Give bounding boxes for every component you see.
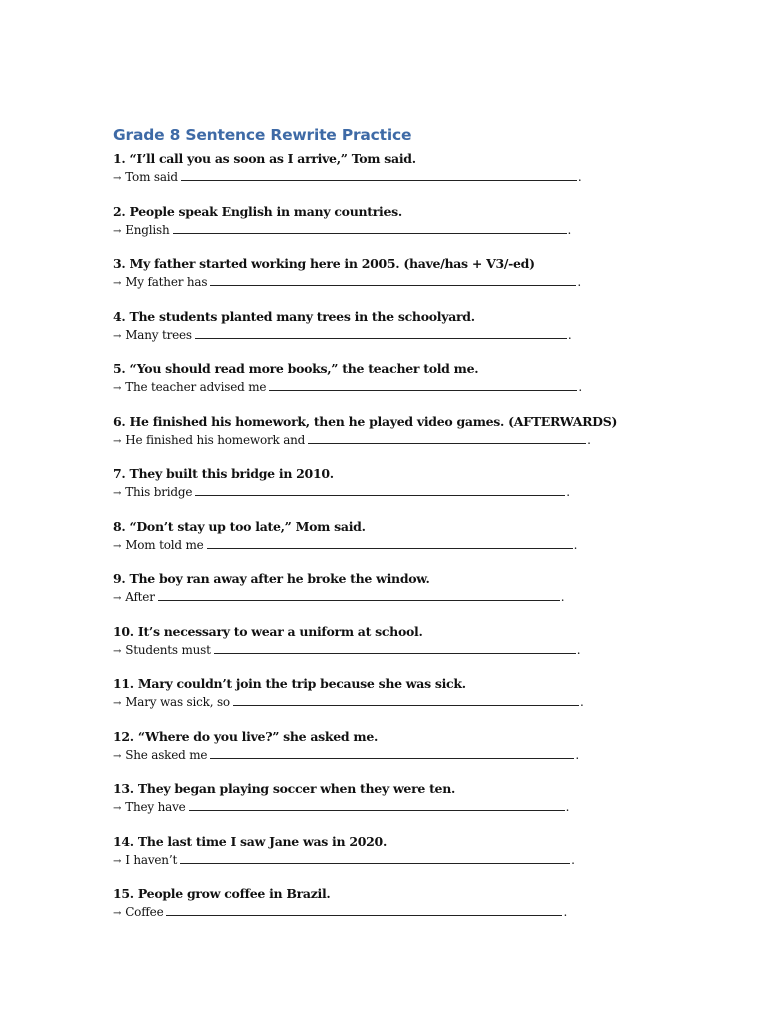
answer-row (113, 431, 713, 451)
question-text: 1. “I’ll call you as soon as I arrive,” Tom said. (113, 151, 416, 166)
question-item-9 (113, 570, 713, 608)
answer-row (113, 483, 713, 503)
arrow-icon: → (113, 698, 122, 709)
answer-period: . (587, 432, 591, 447)
answer-blank-line[interactable] (210, 747, 574, 759)
answer-blank-line[interactable] (173, 222, 567, 234)
answer-blank-line[interactable] (195, 484, 565, 496)
answer-row (113, 326, 713, 346)
question-text: 14. The last time I saw Jane was in 2020. (113, 833, 387, 849)
answer-row (113, 273, 713, 293)
arrow-icon: → (113, 383, 122, 394)
question-text: 4. The students planted many trees in the schoolyard. (113, 308, 475, 324)
arrow-icon: → (113, 330, 122, 342)
arrow-icon: → (113, 645, 122, 657)
answer-prompt: Mom told me (125, 537, 204, 552)
question-item-3 (113, 255, 713, 293)
answer-prompt: Students must (125, 642, 211, 657)
arrow-icon: → (113, 540, 122, 552)
question-item-2 (113, 203, 713, 241)
question-text: 13. They began playing soccer when they were ten. (113, 781, 456, 796)
answer-blank-line[interactable] (166, 904, 562, 916)
question-item-11 (113, 675, 713, 713)
answer-blank-line[interactable] (210, 274, 576, 286)
answer-blank-line[interactable] (180, 852, 570, 864)
answer-blank-line[interactable] (308, 432, 586, 444)
answer-period: . (579, 695, 584, 709)
arrow-icon: → (113, 488, 122, 499)
answer-prompt: I haven’t (125, 852, 178, 867)
question-text: 3. My father started working here in 2005. (have/has + V3/-ed) (113, 256, 535, 271)
answer-prompt: Tom said (125, 170, 178, 184)
answer-blank-line[interactable] (189, 799, 565, 811)
answer-period: . (571, 852, 575, 867)
arrow-icon: → (113, 225, 122, 237)
question-item-1 (113, 150, 713, 188)
answer-blank-line[interactable] (207, 537, 573, 549)
question-item-4 (113, 308, 713, 346)
answer-prompt: Many trees (125, 327, 192, 342)
answer-blank-line[interactable] (181, 169, 577, 181)
answer-period: . (560, 590, 565, 604)
answer-period: . (577, 170, 582, 184)
answer-row (113, 641, 713, 661)
answer-prompt: My father has (125, 275, 208, 289)
answer-prompt: He finished his homework and (125, 432, 306, 447)
answer-period: . (567, 222, 572, 237)
answer-period: . (578, 380, 582, 394)
page-title: Grade 8 Sentence Rewrite Practice (113, 126, 412, 144)
answer-period: . (563, 905, 568, 919)
answer-row (113, 588, 713, 608)
question-item-10 (113, 623, 713, 661)
question-text: 8. “Don’t stay up too late,” Mom said. (113, 518, 366, 534)
question-text: 15. People grow coffee in Brazil. (113, 886, 331, 901)
answer-period: . (566, 485, 570, 499)
question-item-5 (113, 360, 713, 398)
answer-prompt: Coffee (125, 905, 164, 919)
arrow-icon: → (113, 173, 122, 184)
question-text: 7. They built this bridge in 2010. (113, 466, 334, 481)
answer-row (113, 903, 713, 923)
answer-period: . (575, 747, 579, 762)
answer-row (113, 536, 713, 556)
worksheet-page (113, 124, 713, 923)
arrow-icon: → (113, 855, 122, 867)
answer-period: . (565, 800, 570, 814)
answer-blank-line[interactable] (233, 694, 579, 706)
question-text: 6. He finished his homework, then he played video games. (AFTERWARDS) (113, 413, 618, 429)
question-list (113, 150, 713, 923)
question-text: 5. “You should read more books,” the teacher told me. (113, 361, 479, 376)
arrow-icon: → (113, 908, 122, 919)
answer-row (113, 798, 713, 818)
question-item-15 (113, 885, 713, 923)
question-text: 11. Mary couldn’t join the trip because she was sick. (113, 676, 466, 691)
arrow-icon: → (113, 435, 122, 447)
question-item-12 (113, 728, 713, 766)
question-item-7 (113, 465, 713, 503)
answer-prompt: This bridge (125, 485, 193, 499)
answer-prompt: She asked me (125, 747, 208, 762)
answer-blank-line[interactable] (195, 327, 567, 339)
answer-blank-line[interactable] (158, 589, 560, 601)
question-item-14 (113, 833, 713, 871)
answer-prompt: Mary was sick, so (125, 695, 230, 709)
question-text: 10. It’s necessary to wear a uniform at school. (113, 623, 423, 639)
answer-prompt: After (125, 590, 155, 604)
answer-period: . (573, 537, 578, 552)
arrow-icon: → (113, 593, 122, 604)
question-item-6 (113, 413, 713, 451)
question-text: 2. People speak English in many countries. (113, 203, 402, 219)
answer-row (113, 746, 713, 766)
arrow-icon: → (113, 750, 122, 762)
answer-row (113, 168, 713, 188)
answer-prompt: English (125, 222, 170, 237)
question-text: 12. “Where do you live?” she asked me. (113, 728, 379, 744)
answer-period: . (567, 327, 572, 342)
question-text: 9. The boy ran away after he broke the window. (113, 571, 430, 586)
arrow-icon: → (113, 278, 122, 289)
answer-prompt: The teacher advised me (125, 380, 267, 394)
answer-prompt: They have (125, 800, 186, 814)
answer-row (113, 221, 713, 241)
question-item-13 (113, 780, 713, 818)
answer-blank-line[interactable] (269, 379, 577, 391)
answer-row (113, 693, 713, 713)
answer-period: . (577, 275, 581, 289)
question-item-8 (113, 518, 713, 556)
answer-row (113, 378, 713, 398)
answer-blank-line[interactable] (214, 642, 576, 654)
answer-period: . (576, 642, 581, 657)
arrow-icon: → (113, 803, 122, 814)
answer-row (113, 851, 713, 871)
